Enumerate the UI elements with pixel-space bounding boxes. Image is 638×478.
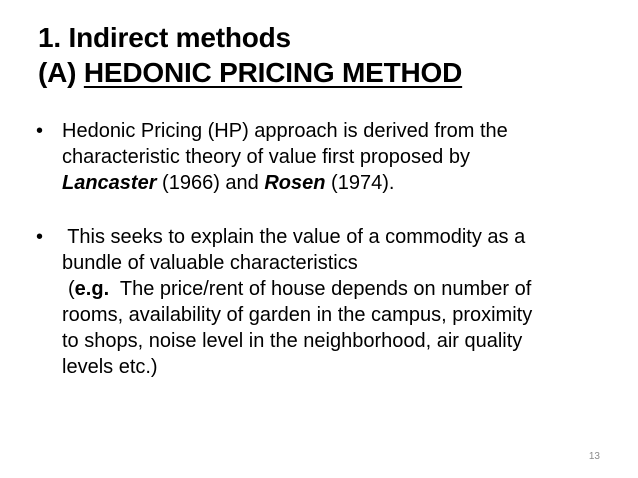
citation-text: (1974). [325,172,395,194]
example-first-text: The price/rent of house depends on number of [109,278,532,300]
example-paragraph [36,276,606,380]
bullet-line: Hedonic Pricing (HP) approach is derived from the [62,120,508,142]
example-line: to shops, noise level in the neighborhood, air quality [62,330,523,352]
example-open-paren: ( [68,278,75,300]
example-first-line [62,276,606,302]
citation-text: (1966) and [156,172,265,194]
bullet-marker: • [36,226,44,248]
title-line-2 [38,55,618,90]
bullet-line-citation [62,170,606,196]
page-number: 13 [588,451,600,462]
example-eg-label: e.g. [74,278,110,300]
example-line: rooms, availability of garden in the campus, proximity [62,304,533,326]
bullet-line: characteristic theory of value first proposed by [62,146,470,168]
author-rosen: Rosen [264,172,326,194]
title-prefix: (A) [38,57,84,88]
example-line: levels etc.) [62,356,158,378]
bullet-line: bundle of valuable characteristics [62,252,358,274]
spacer [36,196,606,224]
title-underlined-heading: HEDONIC PRICING METHOD [83,57,463,88]
bullet-item-hedonic [36,118,606,196]
author-lancaster: Lancaster [62,172,157,194]
bullet-line: This seeks to explain the value of a commodity as a [62,226,526,248]
title-line-1: 1. Indirect methods [38,22,291,53]
bullet-marker: • [36,120,44,142]
slide-title [38,20,618,90]
slide-body [36,118,606,380]
bullet-item-value [36,224,606,276]
